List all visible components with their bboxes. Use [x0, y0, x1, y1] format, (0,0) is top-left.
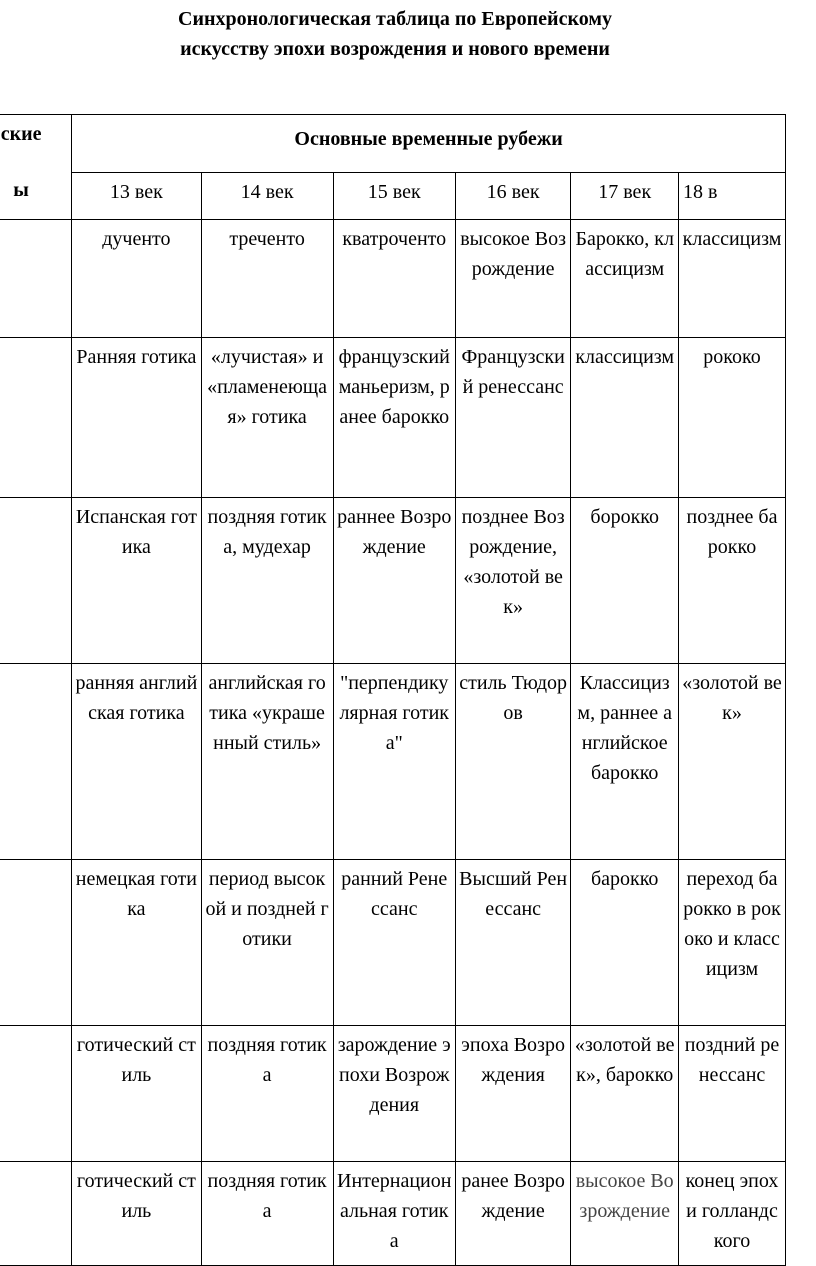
table-cell: раннее Возрождение	[333, 498, 455, 664]
country-cell	[0, 498, 72, 664]
century-header: 16 век	[455, 173, 571, 220]
title-line-2: искусству эпохи возрождения и нового времени	[180, 38, 610, 60]
table-cell: "перпендикулярная готика"	[333, 664, 455, 860]
table-cell: кватроченто	[333, 220, 455, 338]
table-cell: «золотой век», барокко	[571, 1026, 679, 1162]
table-cell: поздняя готика	[201, 1162, 333, 1266]
table-cell: готический стиль	[72, 1026, 201, 1162]
table-cell: Испанская готика	[72, 498, 201, 664]
table-row	[0, 664, 786, 860]
table-cell: классицизм	[571, 338, 679, 498]
century-header: 13 век	[72, 173, 201, 220]
table-cell: французский маньеризм, ранее барокко	[333, 338, 455, 498]
table-cell: позднее Возрождение, «золотой век»	[455, 498, 571, 664]
table-cell: «золотой век»	[679, 664, 786, 860]
country-cell	[0, 220, 72, 338]
table-cell: ранняя английская готика	[72, 664, 201, 860]
table-cell: переход барокко в рококо и классицизм	[679, 860, 786, 1026]
table-cell: рококо	[679, 338, 786, 498]
table-row	[0, 338, 786, 498]
country-cell	[0, 860, 72, 1026]
table-cell: позднее барокко	[679, 498, 786, 664]
table-cell: зарождение эпохи Возрождения	[333, 1026, 455, 1162]
table-cell: поздняя готика, мудехар	[201, 498, 333, 664]
table-cell: Интернациональная готика	[333, 1162, 455, 1266]
corner-header-line-1: ские	[0, 123, 42, 145]
table-cell: дученто	[72, 220, 201, 338]
table-cell: Высший Ренессанс	[455, 860, 571, 1026]
century-header: 17 век	[571, 173, 679, 220]
main-header: Основные временные рубежи	[72, 115, 786, 173]
century-header-row	[0, 173, 786, 220]
century-header: 14 век	[201, 173, 333, 220]
corner-header-line-2: ы	[13, 179, 29, 201]
table-cell: борокко	[571, 498, 679, 664]
table-cell: поздняя готика	[201, 1026, 333, 1162]
table-cell: стиль Тюдоров	[455, 664, 571, 860]
century-header: 18 в	[679, 173, 786, 220]
table-cell: ранний Ренессанс	[333, 860, 455, 1026]
corner-header-cell	[0, 115, 72, 220]
table-row	[0, 1026, 786, 1162]
header-row-1	[0, 115, 786, 173]
table-cell: высокое Возрождение	[455, 220, 571, 338]
table-cell: барокко	[571, 860, 679, 1026]
country-cell	[0, 1162, 72, 1266]
country-cell	[0, 664, 72, 860]
table-row	[0, 860, 786, 1026]
title-line-1: Синхронологическая таблица по Европейскому	[178, 8, 612, 30]
table-cell: эпоха Возрождения	[455, 1026, 571, 1162]
table-cell: «лучистая» и «пламенеющая» готика	[201, 338, 333, 498]
table-row	[0, 220, 786, 338]
country-cell	[0, 338, 72, 498]
table-cell: Классицизм, раннее английское барокко	[571, 664, 679, 860]
table-cell: конец эпохи голландского	[679, 1162, 786, 1266]
table-cell: Французский ренессанс	[455, 338, 571, 498]
table-cell: треченто	[201, 220, 333, 338]
table-cell: ранее Возрождение	[455, 1162, 571, 1266]
table-cell: высокое Возрождение	[571, 1162, 679, 1266]
table-cell: готический стиль	[72, 1162, 201, 1266]
country-cell	[0, 1026, 72, 1162]
synchronology-table	[0, 114, 786, 1266]
table-row	[0, 1162, 786, 1266]
page-title	[0, 4, 790, 64]
table-cell: период высокой и поздней готики	[201, 860, 333, 1026]
table-cell: поздний ренессанс	[679, 1026, 786, 1162]
table-row	[0, 498, 786, 664]
table-cell: немецкая готика	[72, 860, 201, 1026]
table-cell: английская готика «украшенный стиль»	[201, 664, 333, 860]
table-cell: Ранняя готика	[72, 338, 201, 498]
century-header: 15 век	[333, 173, 455, 220]
table-cell: классицизм	[679, 220, 786, 338]
table-cell: Барокко, классицизм	[571, 220, 679, 338]
